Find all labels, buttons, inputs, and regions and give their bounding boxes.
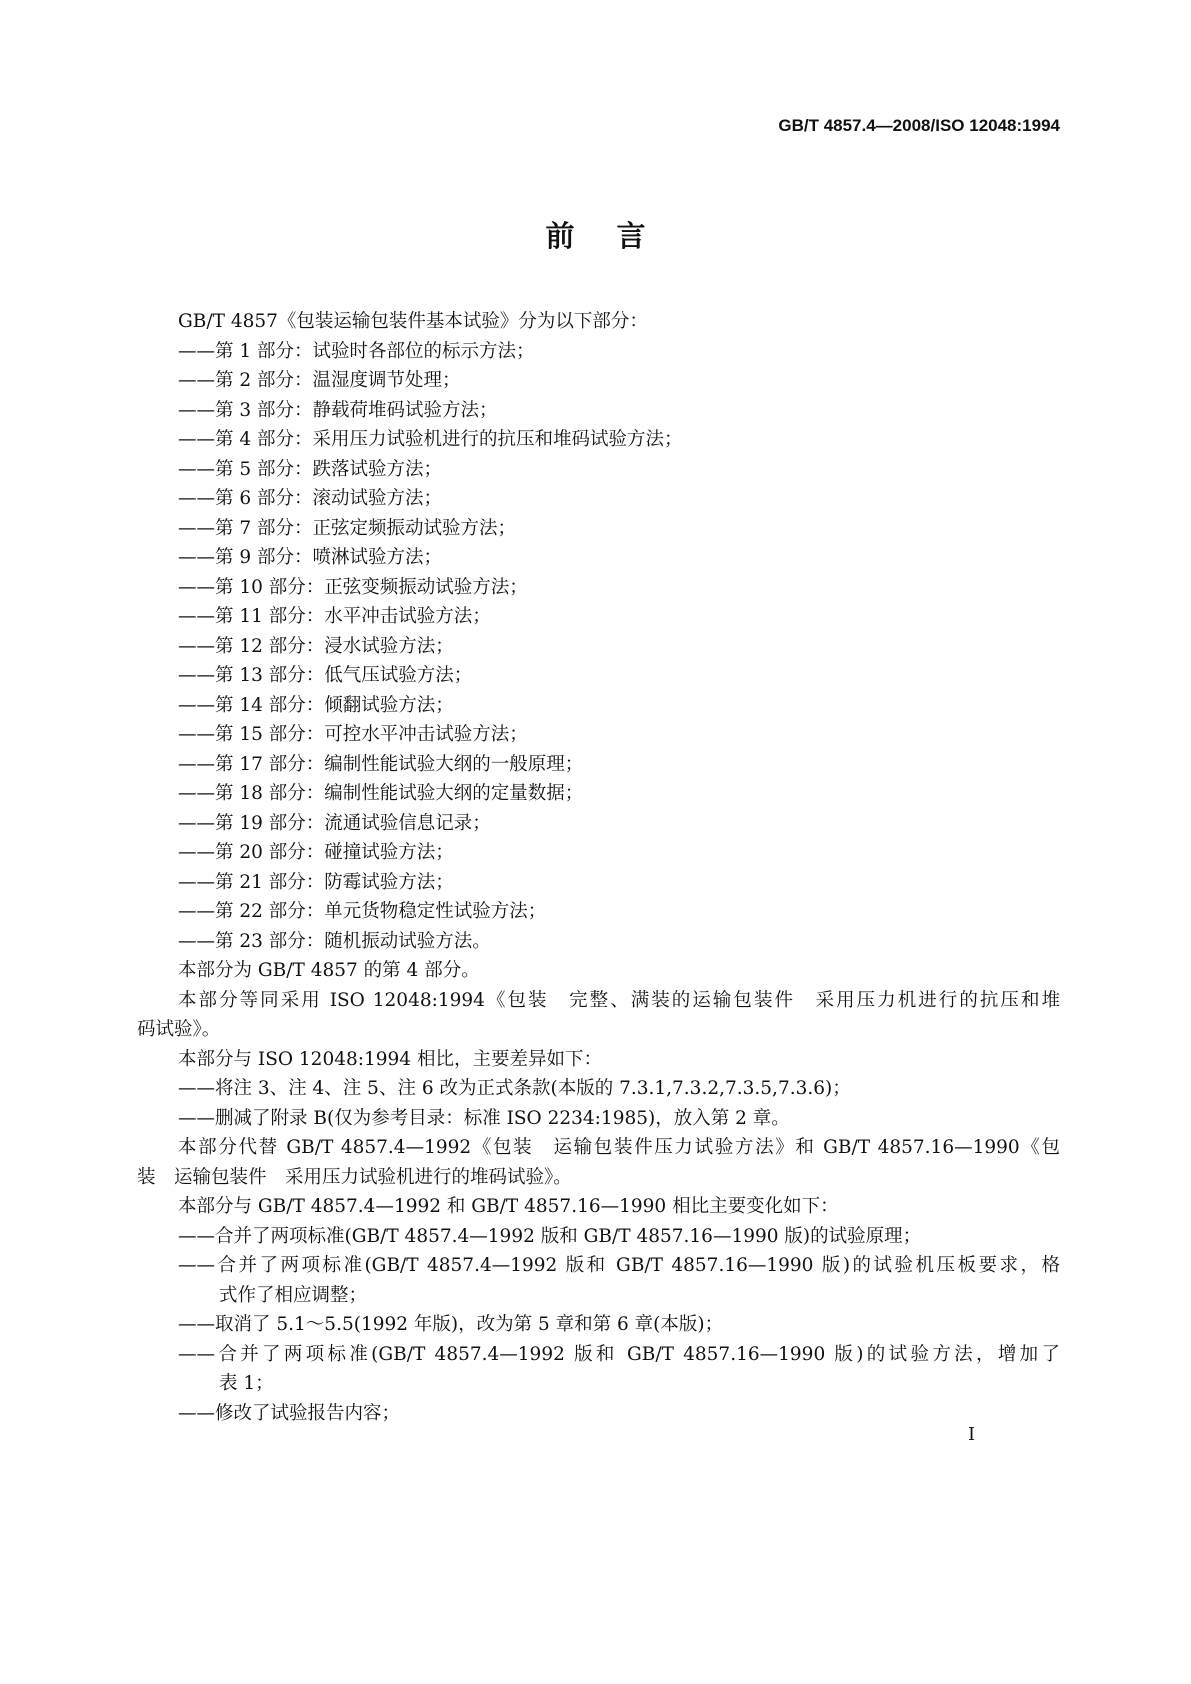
paragraph-line: ——删减了附录 B(仅为参考目录：标准 ISO 2234:1985)，放入第 2 章。 bbox=[178, 1107, 790, 1129]
paragraph-line: ——修改了试验报告内容； bbox=[178, 1402, 401, 1424]
paragraph-line: 装 运输包装件 采用压力试验机进行的堆码试验》。 bbox=[137, 1166, 572, 1188]
part-list-item: ——第 6 部分：滚动试验方法； bbox=[178, 488, 443, 509]
dash-list-item bbox=[137, 1340, 1060, 1399]
part-list-item: ——第 21 部分：防霉试验方法； bbox=[178, 871, 454, 893]
paragraph-line: 本部分为 GB/T 4857 的第 4 部分。 bbox=[178, 960, 480, 981]
intro-paragraph: GB/T 4857《包装运输包装件基本试验》分为以下部分： bbox=[178, 311, 648, 332]
page-title: 前言 bbox=[545, 219, 688, 253]
part-list-item: ——第 20 部分：碰撞试验方法； bbox=[178, 842, 454, 863]
part-list-item: ——第 4 部分：采用压力试验机进行的抗压和堆码试验方法； bbox=[178, 429, 683, 450]
part-list-item: ——第 5 部分：跌落试验方法； bbox=[178, 458, 443, 480]
paragraph-line: ——取消了 5.1～5.5(1992 年版)，改为第 5 章和第 6 章(本版)； bbox=[178, 1314, 724, 1335]
part-list-item: ——第 13 部分：低气压试验方法； bbox=[178, 665, 473, 686]
part-list-item: ——第 9 部分：喷淋试验方法； bbox=[178, 547, 443, 568]
part-list-item: ——第 3 部分：静载荷堆码试验方法； bbox=[178, 399, 498, 421]
paragraph bbox=[137, 986, 1060, 1045]
paragraph-line: 本部分与 ISO 12048:1994 相比，主要差异如下： bbox=[178, 1048, 602, 1070]
paragraph bbox=[137, 956, 1060, 986]
standard-code-header: GB/T 4857.4—2008/ISO 12048:1994 bbox=[778, 116, 1060, 135]
dash-list-item bbox=[137, 1310, 1060, 1340]
part-list-item: ——第 11 部分：水平冲击试验方法； bbox=[178, 606, 491, 627]
part-list-item: ——第 19 部分：流通试验信息记录； bbox=[178, 812, 491, 834]
part-list-item: ——第 14 部分：倾翻试验方法； bbox=[178, 694, 454, 716]
paragraph-line: ——合并了两项标准(GB/T 4857.4—1992 版和 GB/T 4857.16—1990 版)的试验原理； bbox=[178, 1225, 922, 1247]
paragraph bbox=[137, 1133, 1060, 1192]
dash-list-item bbox=[137, 1104, 1060, 1134]
dash-list-item bbox=[137, 1074, 1060, 1104]
part-list-item: ——第 12 部分：浸水试验方法； bbox=[178, 635, 454, 657]
dash-list-item bbox=[137, 1222, 1060, 1252]
part-list-item: ——第 18 部分：编制性能试验大纲的定量数据； bbox=[178, 783, 584, 804]
part-list-item: ——第 2 部分：温湿度调节处理； bbox=[178, 370, 461, 391]
paragraph-line: 码试验》。 bbox=[137, 1019, 221, 1040]
paragraph-line: ——合并了两项标准(GB/T 4857.4—1992 版和 GB/T 4857.16—1990 版)的试验机压板要求，格 bbox=[178, 1255, 1060, 1276]
dash-list-item bbox=[137, 1399, 1060, 1429]
part-list-item: ——第 10 部分：正弦变频振动试验方法； bbox=[178, 576, 528, 598]
part-list-item: ——第 1 部分：试验时各部位的标示方法； bbox=[178, 340, 535, 362]
part-list-item: ——第 7 部分：正弦定频振动试验方法； bbox=[178, 517, 517, 539]
paragraph bbox=[137, 1192, 1060, 1222]
parts-list bbox=[137, 337, 1060, 957]
paragraph-line: 本部分等同采用 ISO 12048:1994《包装 完整、满装的运输包装件 采用压力机进行的抗压和堆 bbox=[178, 989, 1060, 1011]
document-body bbox=[137, 307, 1060, 1428]
part-list-item: ——第 17 部分：编制性能试验大纲的一般原理； bbox=[178, 753, 584, 775]
paragraph-line: 表 1； bbox=[219, 1373, 274, 1394]
part-list-item: ——第 15 部分：可控水平冲击试验方法； bbox=[178, 724, 528, 745]
paragraph-line: 式作了相应调整； bbox=[219, 1284, 368, 1306]
paragraph-line: ——将注 3、注 4、注 5、注 6 改为正式条款(本版的 7.3.1,7.3.2,7.3.5,7.3.6)； bbox=[178, 1078, 851, 1099]
page-number: I bbox=[968, 1424, 976, 1445]
paragraph bbox=[137, 1045, 1060, 1075]
dash-list-item bbox=[137, 1251, 1060, 1310]
paragraphs bbox=[137, 956, 1060, 1428]
paragraph-line: 本部分代替 GB/T 4857.4—1992《包装 运输包装件压力试验方法》和 GB/T 4857.16—1990《包 bbox=[178, 1137, 1060, 1158]
part-list-item: ——第 22 部分：单元货物稳定性试验方法； bbox=[178, 901, 547, 922]
part-list-item: ——第 23 部分：随机振动试验方法。 bbox=[178, 930, 491, 952]
paragraph-line: ——合并了两项标准(GB/T 4857.4—1992 版和 GB/T 4857.16—1990 版)的试验方法，增加了 bbox=[178, 1343, 1060, 1365]
paragraph-line: 本部分与 GB/T 4857.4—1992 和 GB/T 4857.16—1990 相比主要变化如下： bbox=[178, 1196, 839, 1217]
